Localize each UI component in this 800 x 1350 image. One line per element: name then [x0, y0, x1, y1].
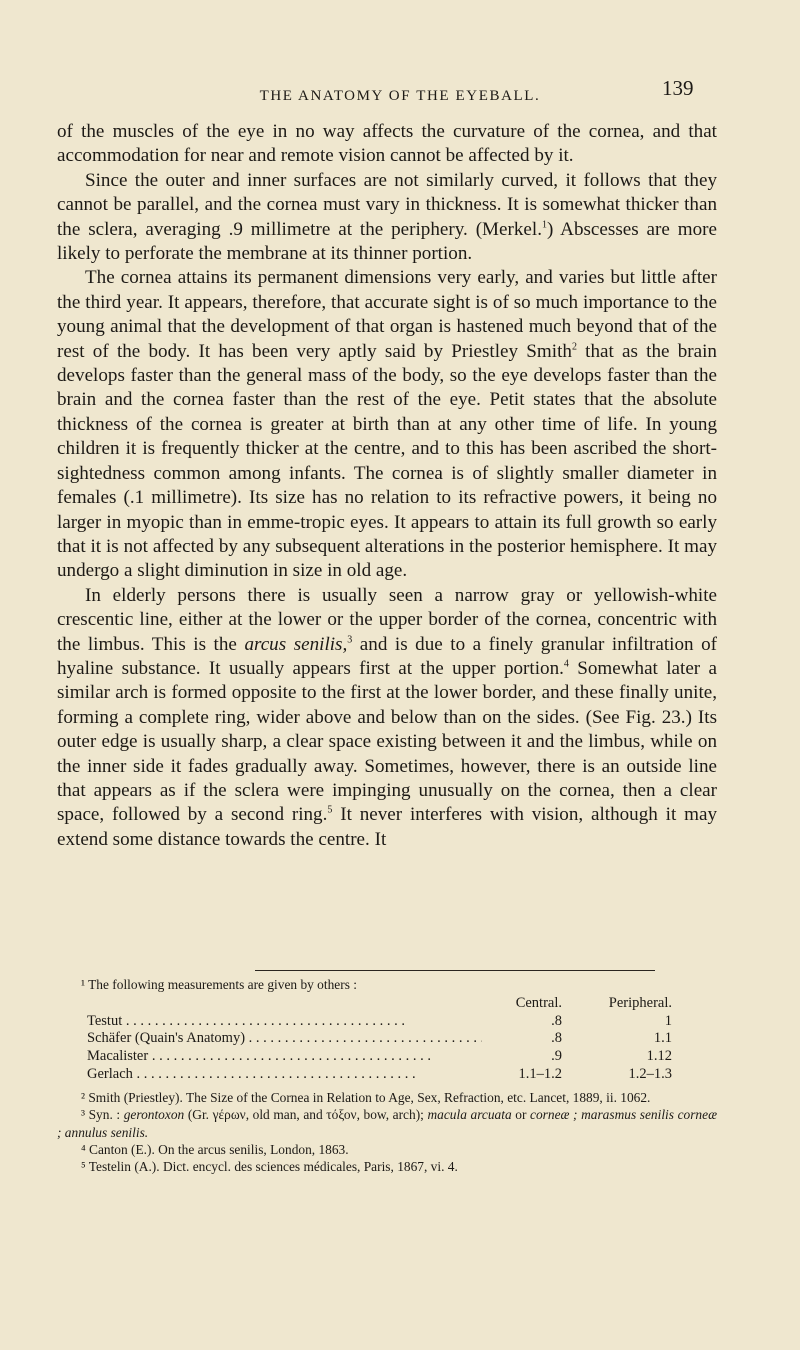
table-cell-central: .8 [551, 1030, 562, 1047]
table-header-name [87, 995, 482, 1013]
footnote-rule [255, 970, 655, 971]
paragraph [57, 266, 717, 583]
text-run: Since the outer and inner surfaces are not similarly curved, it follows that they cannot be parallel, and the cornea must vary in thickness. It is somewhat thicker than the sclera, averaging .9 millimetre at the periphery. (Merkel. [57, 169, 717, 240]
footnote-ref: 2 [571, 341, 577, 353]
table-row [87, 1066, 673, 1084]
table-row [87, 1013, 673, 1031]
table-cell-name: Macalister . . . [87, 1048, 482, 1066]
text-run: ) Abscesses are more likely to perforate the membrane at its thinner portion. [57, 218, 717, 265]
text-run: It never interferes with vision, although it may extend some distance towards the centre. It [57, 804, 717, 850]
footnote-ref: 1 [541, 219, 547, 231]
footnote-ref: 4 [563, 658, 569, 670]
footnote-3 [57, 1106, 717, 1140]
running-head: THE ANATOMY OF THE EYEBALL. [259, 88, 541, 104]
paragraph [57, 169, 717, 267]
table-cell-peripheral: 1 [664, 1012, 672, 1029]
table-cell-peripheral: 1.1 [653, 1030, 672, 1047]
table-cell-central: 1.1–1.2 [518, 1065, 562, 1082]
table-cell-peripheral: 1.12 [646, 1047, 672, 1064]
text-run: The cornea attains its permanent dimensions very early, and varies but little after the third year. It appears, therefore, that accurate sight is of so much importance to the young animal that the development of that organ is hastened much beyond that of the rest of the body. It has been very aptly said by Priestley Smith [57, 267, 717, 362]
measurements-table [87, 995, 673, 1083]
italic-text: arcus senilis, [244, 633, 348, 655]
table-cell-central: .8 [551, 1012, 562, 1029]
italic-text: macula arcuata [427, 1107, 512, 1123]
text-run: In elderly persons there is usually seen a narrow gray or yellowish-white crescentic line, either at the lower or the upper border of the cornea, concentric with the limbus. This is the [57, 584, 717, 655]
text-run: that as the brain develops faster than the general mass of the body, so the eye develops faster than the brain and the cornea faster than the rest of the eye. Petit states that the absolute thickness of the cornea is greater at birth than at any other time of life. In young children it is frequently thicker at the centre, and to this has been ascribed the short-sightedness common among infants. The cornea is of slightly smaller diameter in females (.1 millimetre). Its size has no relation to its refractive powers, it being no larger in myopic than in emme-tropic eyes. It appears to attain its full growth so early that it is not affected by any subsequent alterations in the posterior hemisphere. It may undergo a slight diminution in size in old age. [57, 340, 717, 582]
paragraph [57, 120, 717, 169]
table-header-row [87, 995, 673, 1013]
table-cell-central: .9 [551, 1047, 562, 1064]
italic-text: corneæ ; marasmus senilis corneæ ; annulus senilis. [57, 1107, 717, 1140]
table-header-peripheral: Peripheral. [608, 995, 672, 1012]
italic-text: gerontoxon [123, 1107, 185, 1123]
table-row [87, 1030, 673, 1048]
table-cell-name: Testut . . . [87, 1013, 482, 1031]
table-cell-name: Schäfer (Quain's Anatomy) . . . [87, 1030, 482, 1048]
text-run: ³ Syn. : [81, 1107, 124, 1123]
text-run: (Gr. γέρων, old man, and τόξον, bow, arch); [184, 1107, 428, 1123]
text-run: Somewhat later a similar arch is formed opposite to the first at the lower border, and these finally unite, forming a complete ring, wider above and below than on the sides. (See Fig. 23.) Its outer edge is usually sharp, a clear space existing between it and the limbus, while on the inner side it fades gradually away. Sometimes, however, there is an outside line that appears as if the sclera were impinging unusually on the cornea, then a clear space, followed by a second ring. [57, 657, 717, 826]
footnote-1-intro: ¹ The following measurements are given by others : [81, 977, 357, 992]
footnote-ref: 5 [327, 805, 333, 817]
text-run: and is due to a finely granular infiltration of hyaline substance. It usually appears first at the upper portion. [57, 633, 717, 679]
footnote-ref: 3 [347, 634, 353, 646]
text-run: or [511, 1107, 531, 1123]
paragraph [57, 584, 717, 852]
table-cell-name: Gerlach . . . [87, 1066, 482, 1084]
table-cell-peripheral: 1.2–1.3 [628, 1065, 672, 1082]
text-run: of the muscles of the eye in no way affects the curvature of the cornea, and that accommodation for near and remote vision cannot be affected by it. [57, 121, 717, 167]
table-header-central: Central. [515, 995, 562, 1012]
body-text [57, 120, 717, 852]
footnotes [57, 976, 717, 1175]
table-row [87, 1048, 673, 1066]
footnote-5: ⁵ Testelin (A.). Dict. encycl. des sciences médicales, Paris, 1867, vi. 4. [81, 1158, 458, 1174]
page-number: 139 [662, 76, 694, 100]
footnote-4: ⁴ Canton (E.). On the arcus senilis, London, 1863. [81, 1141, 349, 1157]
footnote-2: ² Smith (Priestley). The Size of the Cornea in Relation to Age, Sex, Refraction, etc. Lancet, 1889, ii. 1062. [81, 1090, 651, 1106]
